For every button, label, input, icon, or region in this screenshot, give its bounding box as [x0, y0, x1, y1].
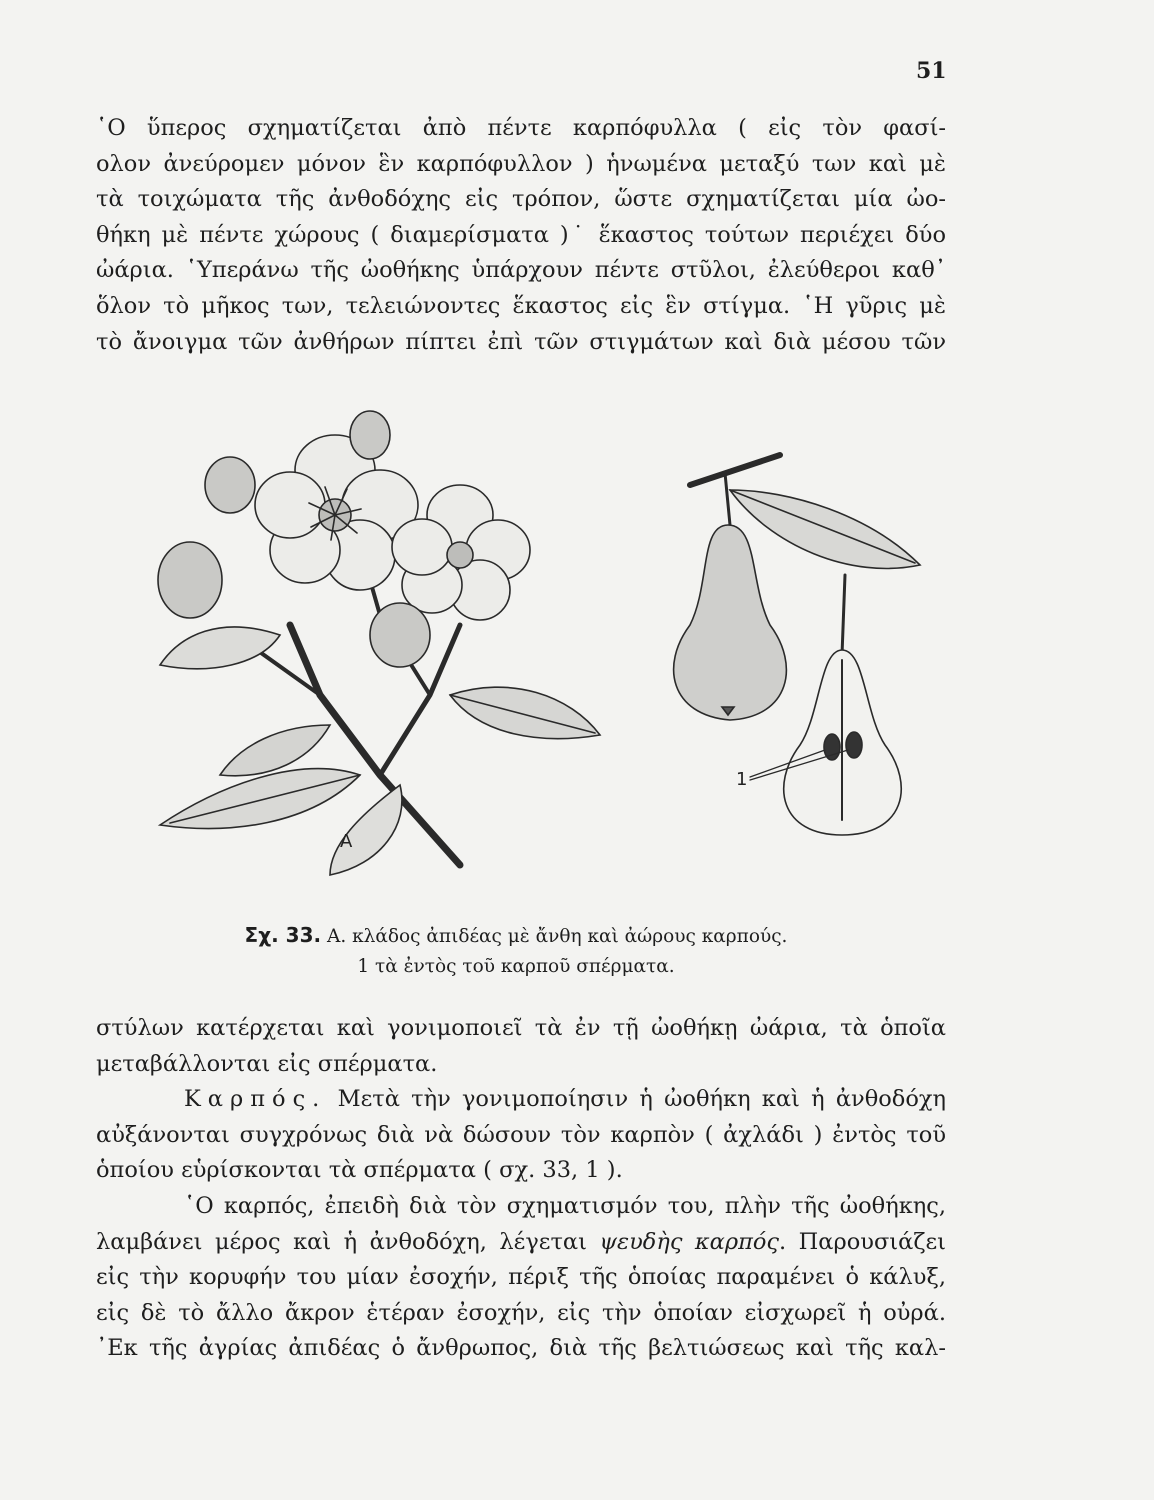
text-line: αὐξάνονται συγχρόνως διὰ νὰ δώσουν τὸν καρπὸν ( ἀχλάδι ) ἐντὸς τοῦ — [96, 1121, 946, 1148]
paragraph-fruit — [96, 1082, 946, 1189]
leaf — [160, 627, 280, 669]
label-branch: Α — [340, 831, 353, 852]
text-line: ᾽Εκ τῆς ἀγρίας ἀπιδέας ὁ ἄνθρωπος, διὰ τῆς βελτιώσεως καὶ τῆς καλ- — [96, 1335, 946, 1362]
caption-line-1 — [196, 920, 836, 952]
pear-whole — [674, 525, 787, 720]
paragraph-after-figure — [96, 1011, 946, 1082]
text-line: τὸ ἄνοιγμα τῶν ἀνθήρων πίπτει ἐπὶ τῶν στιγμάτων καὶ διὰ μέσου τῶν — [96, 328, 946, 355]
text-line: τὰ τοιχώματα τῆς ἀνθοδόχης εἰς τρόπον, ὥστε σχηματίζεται μία ὠο- — [96, 186, 946, 213]
term-false-fruit: ψευδὴς καρπός — [599, 1228, 780, 1255]
label-seeds: 1 — [736, 769, 748, 790]
leaf — [330, 785, 402, 875]
text-line: ὁποίου εὑρίσκονται τὰ σπέρματα ( σχ. 33, 1 ). — [96, 1157, 623, 1184]
text-line: εἰς δὲ τὸ ἄλλο ἄκρον ἑτέραν ἐσοχήν, εἰς τὴν ὁποίαν εἰσχωρεῖ ἡ οὐρά. — [96, 1299, 946, 1326]
text-line: ὅλον τὸ μῆκος των, τελειώνοντες ἕκαστος εἰς ἓν στίγμα. ῾Η γῦρις μὲ — [96, 292, 946, 319]
heading-rest: Μετὰ τὴν γονιμοποίησιν ἡ ὠοθήκη καὶ ἡ ἀνθοδόχη — [326, 1086, 946, 1112]
page-number: 51 — [916, 58, 947, 84]
text-line: εἰς τὴν κορυφήν του μίαν ἐσοχήν, πέριξ τῆς ὁποίας παραμένει ὁ κάλυξ, — [96, 1264, 946, 1291]
flower-bud — [205, 457, 255, 513]
text-line: ῾Ο ὕπερος σχηματίζεται ἀπὸ πέντε καρπόφυλλα ( εἰς τὸν φασί- — [96, 115, 946, 141]
text-line: θήκη μὲ πέντε χώρους ( διαμερίσματα )˙ ἕκαστος τούτων περιέχει δύο — [96, 221, 946, 248]
caption-text-1: Α. κλάδος ἀπιδέας μὲ ἄνθη καὶ ἀώρους καρπούς. — [327, 926, 788, 947]
paragraph-ovary — [96, 111, 946, 360]
paragraph-false-fruit — [96, 1189, 946, 1367]
text-line — [96, 1082, 946, 1118]
text-line: ῾Ο καρπός, ἐπειδὴ διὰ τὸν σχηματισμόν του, πλὴν τῆς ὠοθήκης, — [184, 1193, 946, 1219]
flower-bud — [158, 542, 222, 618]
text-line: ὠάρια. ῾Υπεράνω τῆς ὠοθήκης ὑπάρχουν πέντε στῦλοι, ἐλεύθεροι καθ᾽ — [96, 257, 946, 284]
pear-twig — [690, 455, 780, 485]
leaf — [450, 687, 600, 738]
text-line — [96, 1225, 946, 1261]
flower-bud — [370, 603, 430, 667]
flower-open — [255, 435, 418, 590]
flower-bud — [350, 411, 390, 459]
text-span: . Παρουσιάζει — [779, 1228, 946, 1255]
pear-illustration — [130, 395, 960, 885]
caption-prefix: Σχ. 33. — [244, 923, 322, 947]
text-line: ολον ἀνεύρομεν μόνον ἓν καρπόφυλλον ) ἡνωμένα μεταξύ των καὶ μὲ — [96, 150, 946, 177]
section-heading: Καρπός. — [184, 1086, 327, 1112]
caption-line-2: 1 τὰ ἐντὸς τοῦ καρποῦ σπέρματα. — [357, 956, 675, 977]
text-line: στύλων κατέρχεται καὶ γονιμοποιεῖ τὰ ἐν τῇ ὠοθήκῃ ὠάρια, τὰ ὁποῖα — [96, 1015, 946, 1041]
text-line: μεταβάλλονται εἰς σπέρματα. — [96, 1050, 438, 1077]
leaf — [160, 769, 360, 829]
figure-caption — [196, 920, 836, 982]
pear-seed — [846, 732, 862, 758]
text-span: λαμβάνει μέρος καὶ ἡ ἀνθοδόχη, λέγεται — [96, 1228, 600, 1255]
pear-branch-drawing — [130, 395, 960, 885]
